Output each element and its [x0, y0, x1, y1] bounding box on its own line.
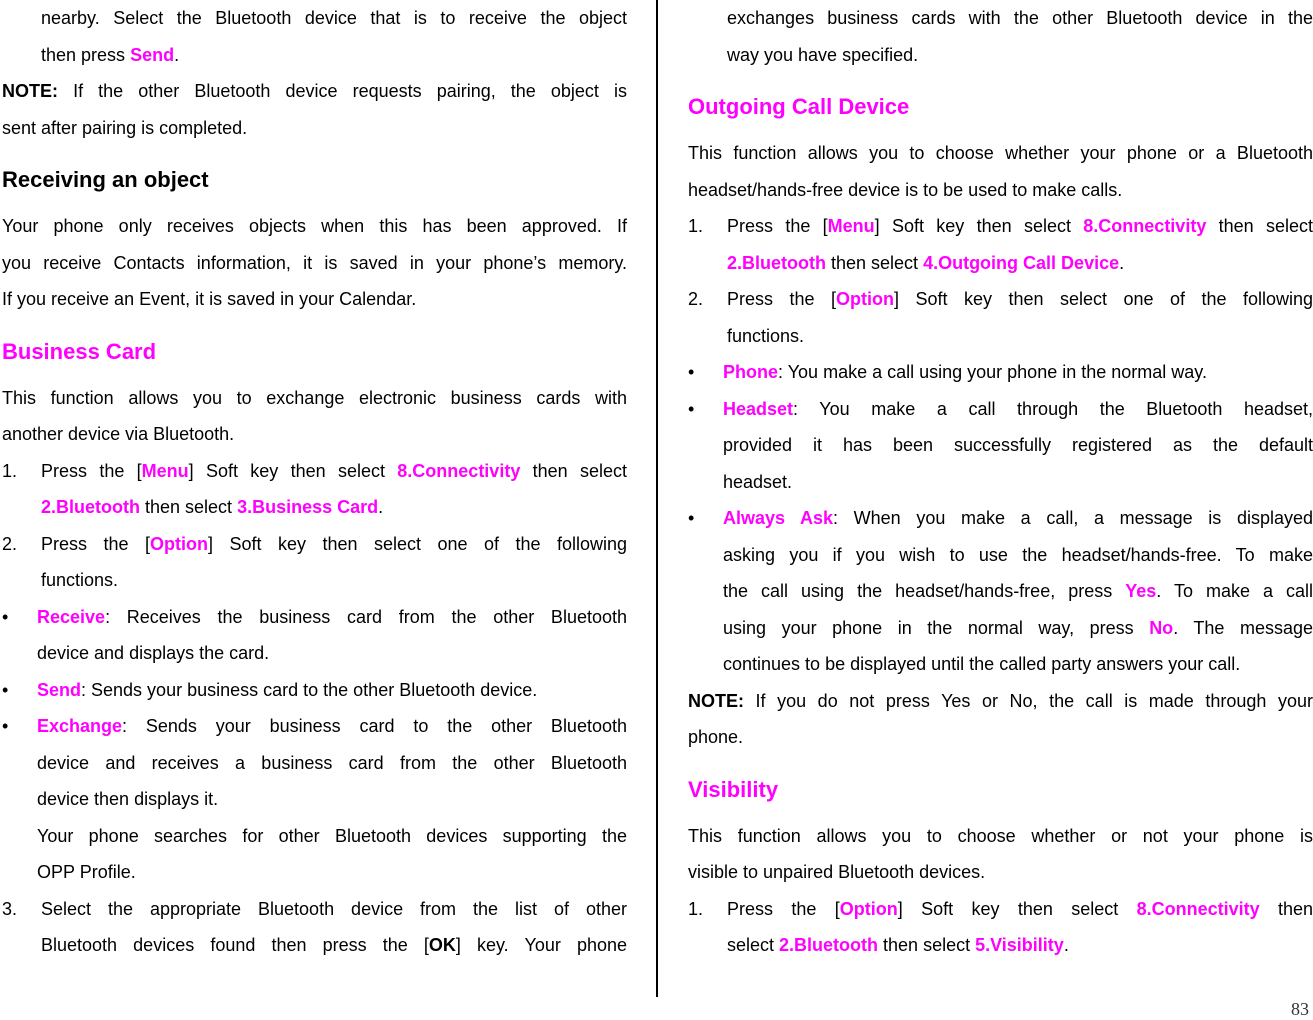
- bullet-always-ask-cont: the call using the headset/hands-free, press Yes. To make a call: [723, 581, 1313, 601]
- visibility-paragraph: visible to unpaired Bluetooth devices.: [688, 862, 986, 882]
- bullet-headset: • Headset: You make a call through the Bluetooth headset,: [688, 398, 1313, 419]
- note-paragraph: phone.: [688, 727, 744, 747]
- step-3: 3. Select the appropriate Bluetooth device from the list of other: [2, 898, 627, 919]
- bullet-receive-cont: device and displays the card.: [37, 643, 270, 663]
- no-keyword: No: [1149, 617, 1174, 638]
- step-1: 1. Press the [Menu] Soft key then select 8.Connectivity then select: [688, 216, 1313, 236]
- menu-keyword: Menu: [141, 460, 189, 481]
- phone-keyword: Phone: [723, 362, 779, 382]
- yes-keyword: Yes: [1125, 581, 1157, 601]
- connectivity-keyword: 8.Connectivity: [1136, 898, 1260, 919]
- bullet-exchange-cont: device and receives a business card from the other Bluetooth: [37, 752, 627, 773]
- menu-keyword: Menu: [827, 216, 875, 236]
- bluetooth-keyword: 2.Bluetooth: [779, 935, 879, 955]
- business-paragraph: This function allows you to exchange electronic business cards with: [2, 387, 627, 408]
- visibility-step-1-cont: select 2.Bluetooth then select 5.Visibility.: [727, 935, 1069, 955]
- note-label: NOTE:: [688, 690, 744, 711]
- visibility-keyword: 5.Visibility: [975, 935, 1064, 955]
- send-keyword: Send: [37, 679, 82, 700]
- send-keyword: Send: [130, 44, 175, 65]
- bullet-headset-cont: provided it has been successfully registered as the default: [723, 435, 1313, 455]
- send-intro-line: then press Send.: [41, 44, 180, 65]
- search-note: OPP Profile.: [37, 862, 136, 882]
- business-card-keyword: 3.Business Card: [237, 497, 379, 517]
- note-paragraph: sent after pairing is completed.: [2, 117, 248, 138]
- send-intro-line: nearby. Select the Bluetooth device that is to receive the object: [41, 8, 627, 28]
- receiving-paragraph: If you receive an Event, it is saved in your Calendar.: [2, 289, 417, 309]
- visibility-paragraph: This function allows you to choose whether or not your phone is: [688, 825, 1313, 846]
- page-number: 83: [1291, 999, 1309, 1019]
- exchange-keyword: Exchange: [37, 716, 123, 736]
- outgoing-paragraph: This function allows you to choose whether your phone or a Bluetooth: [688, 143, 1313, 163]
- note-label: NOTE:: [2, 81, 58, 101]
- visibility-step-1: 1. Press the [Option] Soft key then select 8.Connectivity then: [688, 898, 1313, 919]
- search-note: Your phone searches for other Bluetooth devices supporting the: [37, 825, 627, 846]
- heading-outgoing-call-device: Outgoing Call Device: [688, 94, 910, 119]
- business-paragraph: another device via Bluetooth.: [2, 424, 235, 444]
- bullet-always-ask-cont: using your phone in the normal way, press No. The message: [723, 617, 1313, 638]
- connectivity-keyword: 8.Connectivity: [1083, 216, 1207, 236]
- bluetooth-keyword: 2.Bluetooth: [727, 252, 826, 273]
- outgoing-call-device-keyword: 4.Outgoing Call Device: [923, 252, 1120, 273]
- business-cont: exchanges business cards with the other Bluetooth device in the: [727, 8, 1313, 28]
- step-2-cont: functions.: [41, 570, 119, 590]
- heading-receiving-object: Receiving an object: [2, 167, 209, 192]
- always-ask-keyword: Always Ask: [723, 508, 834, 528]
- heading-visibility: Visibility: [688, 776, 779, 802]
- ok-keyword: OK: [428, 935, 456, 955]
- left-column: [2, 0, 627, 964]
- bullet-send: • Send: Sends your business card to the other Bluetooth device.: [2, 679, 538, 700]
- bullet-headset-cont: headset.: [723, 471, 793, 492]
- step-3-cont: Bluetooth devices found then press the [OK] key. Your phone: [41, 935, 628, 955]
- receiving-paragraph: Your phone only receives objects when this has been approved. If: [2, 216, 627, 236]
- option-keyword: Option: [839, 898, 898, 919]
- bullet-always-ask-cont: continues to be displayed until the called party answers your call.: [723, 654, 1241, 674]
- connectivity-keyword: 8.Connectivity: [397, 460, 521, 481]
- column-divider: [656, 0, 658, 997]
- step-1: 1. Press the [Menu] Soft key then select 8.Connectivity then select: [2, 460, 627, 481]
- bullet-exchange: • Exchange: Sends your business card to the other Bluetooth: [2, 716, 627, 736]
- business-cont: way you have specified.: [727, 44, 919, 65]
- headset-keyword: Headset: [723, 398, 794, 419]
- step-2: 2. Press the [Option] Soft key then select one of the following: [2, 533, 627, 554]
- bullet-receive: • Receive: Receives the business card from the other Bluetooth: [2, 606, 627, 627]
- right-column: [688, 0, 1313, 964]
- receiving-paragraph: you receive Contacts information, it is saved in your phone’s memory.: [2, 252, 627, 273]
- bullet-always-ask-cont: asking you if you wish to use the headset/hands-free. To make: [723, 544, 1313, 565]
- bullet-exchange-cont: device then displays it.: [37, 789, 219, 809]
- receive-keyword: Receive: [37, 606, 106, 627]
- note-paragraph: NOTE: If you do not press Yes or No, the call is made through your: [688, 690, 1313, 711]
- outgoing-paragraph: headset/hands-free device is to be used to make calls.: [688, 179, 1123, 200]
- bluetooth-keyword: 2.Bluetooth: [41, 497, 140, 517]
- bullet-always-ask: • Always Ask: When you make a call, a message is displayed: [688, 508, 1313, 528]
- bullet-phone: • Phone: You make a call using your phone in the normal way.: [688, 362, 1207, 382]
- option-keyword: Option: [150, 533, 208, 554]
- step-2: 2. Press the [Option] Soft key then select one of the following: [688, 289, 1313, 309]
- option-keyword: Option: [836, 289, 894, 309]
- heading-business-card: Business Card: [2, 338, 157, 364]
- note-paragraph: NOTE: If the other Bluetooth device requests pairing, the object is: [2, 81, 627, 101]
- step-2-cont: functions.: [727, 325, 805, 346]
- step-1-cont: 2.Bluetooth then select 3.Business Card.: [41, 497, 384, 517]
- step-1-cont: 2.Bluetooth then select 4.Outgoing Call Device.: [727, 252, 1125, 273]
